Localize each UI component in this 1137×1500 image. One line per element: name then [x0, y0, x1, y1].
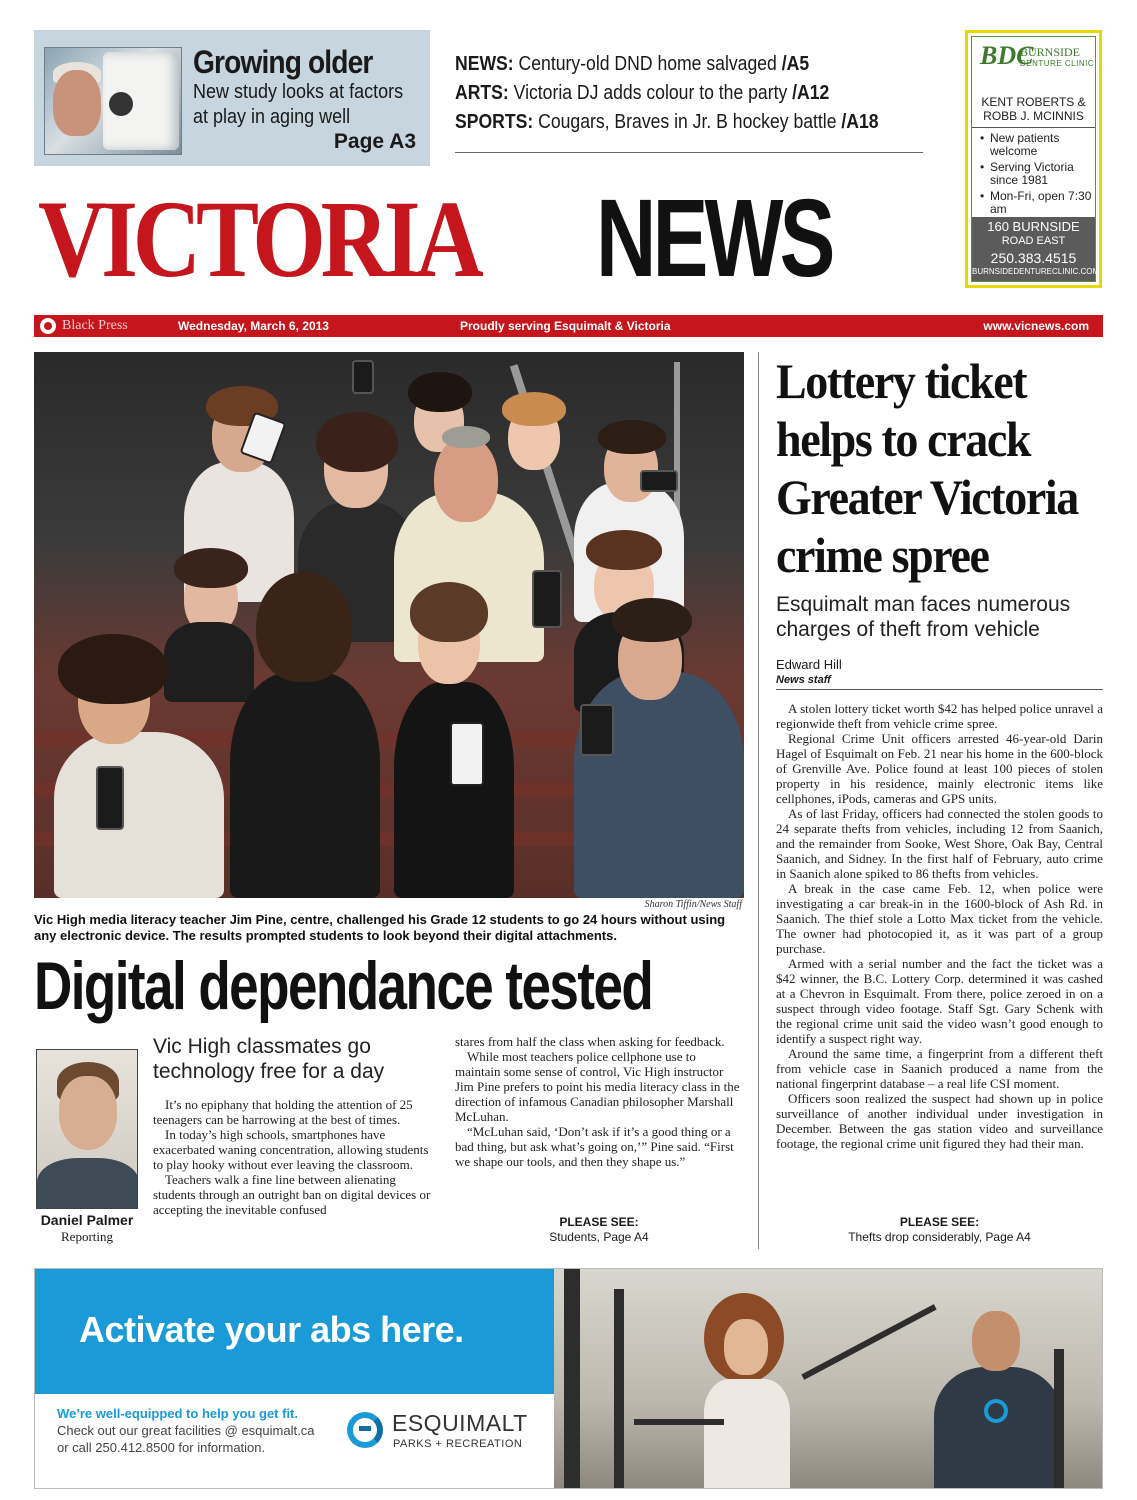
bdc-doctors: KENT ROBERTS & ROBB J. MCINNIS: [972, 95, 1095, 128]
paragraph: stares from half the class when asking for feedback.: [455, 1034, 725, 1049]
students-photo: [34, 352, 744, 898]
esquimalt-brand-sub: PARKS + RECREATION: [393, 1438, 523, 1450]
reporter-role: Reporting: [61, 1229, 113, 1244]
index-item-sports[interactable]: SPORTS: Cougars, Braves in Jr. B hockey battle /A18: [455, 111, 879, 133]
paragraph: Armed with a serial number and the fact the ticket was a $42 winner, the B.C. Lottery Corp. determined it was cashed at a Chevron in Esquimalt. From there, police zeroed in on a suspect through video footage. Staff Sgt. Gary Schenk with the regional crime unit said the video wasn’t good enough to identify a suspect right way.: [776, 956, 1103, 1046]
bdc-website: BURNSIDEDENTURECLINIC.COM: [972, 267, 1100, 276]
masthead-news: NEWS: [596, 177, 832, 300]
digital-headline[interactable]: Digital dependance tested: [34, 948, 653, 1024]
bdc-features: [980, 132, 1095, 219]
column-divider: [758, 352, 759, 1249]
esquimalt-logo-icon: [347, 1412, 383, 1448]
teaser-subtitle: New study looks at factors at play in aging well: [193, 81, 404, 128]
bdc-logo: BDC: [980, 41, 1034, 70]
index-item-news[interactable]: NEWS: Century-old DND home salvaged /A5: [455, 53, 810, 75]
thefts-jump-link[interactable]: PLEASE SEE: Thefts drop considerably, Page A4: [848, 1215, 1031, 1244]
esquimalt-brand: ESQUIMALT: [392, 1410, 528, 1436]
students-jump-link[interactable]: PLEASE SEE: Students, Page A4: [549, 1215, 649, 1244]
bdc-name: BURNSIDE: [1020, 45, 1081, 59]
paragraph: As of last Friday, officers had connected the stolen goods to 24 separate thefts from vehicles, including 12 from Saanich, and the remainder from Sooke, West Shore, Oak Bay, Central Saanich, and Sidney. In the first half of February, auto crime in Saanich alone spiked to 86 thefts from vehicles.: [776, 806, 1103, 881]
esquimalt-recreation-ad[interactable]: [34, 1268, 1103, 1489]
bdc-address-block: 160 BURNSIDE ROAD EAST 250.383.4515 BURNSIDEDENTURECLINIC.COM: [972, 217, 1095, 281]
lottery-byline: Edward Hill: [776, 657, 842, 672]
digital-column-1: [153, 1097, 435, 1217]
serving-tagline: Proudly serving Esquimalt & Victoria: [460, 319, 671, 333]
black-press-icon: [40, 318, 56, 334]
digital-column-2: [455, 1034, 743, 1169]
index-item-arts[interactable]: ARTS: Victoria DJ adds colour to the party /A12: [455, 82, 830, 104]
paragraph: Regional Crime Unit officers arrested 46-year-old Darin Hagel of Esquimalt on Feb. 21 near his home in the 600-block of Grenville Ave. Police found at least 100 pieces of stolen property in his residence, mainly electronic items like cellphones, iPods, cameras and GPS units.: [776, 731, 1103, 806]
ad-slogan: Activate your abs here.: [79, 1309, 464, 1350]
paragraph: Officers soon realized the suspect had shown up in police surveillance of another individual under investigation in December. Between the gas station video and surveillance footage, the regional crime unit figured they had their man.: [776, 1091, 1103, 1151]
bdc-subtitle: DENTURE CLINIC: [1020, 59, 1095, 68]
website-link[interactable]: www.vicnews.com: [983, 319, 1089, 333]
ad-line: We’re well-equipped to help you get fit.: [57, 1406, 298, 1421]
paragraph: Teachers walk a fine line between alienating students through an outright ban on digital devices or accepting the inevitable confused: [153, 1172, 431, 1217]
lottery-byline-role: News staff: [776, 674, 831, 686]
index-divider: [455, 152, 923, 153]
photo-credit: Sharon Tiffin/News Staff: [644, 899, 742, 910]
paragraph: “McLuhan said, ‘Don’t ask if it’s a good thing or a bad thing, but ask what’s going on,’” Pine said. “First we shape our tools, and then they shape us.”: [455, 1124, 734, 1169]
teaser-photo: [44, 47, 182, 155]
dateline-bar: [34, 315, 1103, 337]
reporter-photo: [36, 1049, 138, 1209]
section-index: [455, 53, 923, 140]
paragraph: In today’s high schools, smartphones have exacerbated waning concentration, allowing students to play hooky without ever leaving the classroom.: [153, 1127, 429, 1172]
publisher-name: Black Press: [62, 318, 128, 333]
gym-photo: [554, 1269, 1103, 1489]
photo-caption: Vic High media literacy teacher Jim Pine, centre, challenged his Grade 12 students to go 24 hours without using any electronic device. The results prompted students to look beyond their digital attachments.: [34, 912, 726, 943]
paragraph: A stolen lottery ticket worth $42 has helped police unravel a regionwide theft from vehicle crime spree.: [776, 701, 1103, 731]
teaser-box[interactable]: [34, 30, 430, 166]
paragraph: A break in the case came Feb. 12, when police were investigating a car break-in in the 1600-block of Ash Rd. in Saanich. The thief stole a Lotto Max ticket from the vehicle. The owner had photocopied it, as it was part of a group purchase.: [776, 881, 1103, 956]
lottery-deck: Esquimalt man faces numerous charges of theft from vehicle: [776, 593, 1071, 641]
ad-line: or call 250.412.8500 for information.: [57, 1440, 266, 1455]
ad-line: Check out our great facilities @ esquimalt.ca: [57, 1423, 315, 1438]
paragraph: Around the same time, a fingerprint from a different theft from vehicle case in Saanich produced a name from the national fingerprint database – a real life CSI moment.: [776, 1046, 1103, 1091]
bdc-feature: • Serving Victoria since 1981: [980, 161, 1095, 187]
lottery-body: [776, 701, 1103, 1151]
reporter-name: Daniel Palmer: [40, 1212, 134, 1228]
digital-deck: Vic High classmates go technology free for a day: [153, 1035, 385, 1083]
bdc-phone: 250.383.4515: [990, 250, 1077, 266]
teaser-title: Growing older: [193, 44, 373, 80]
paragraph: While most teachers police cellphone use to maintain some sense of control, Vic High instructor Jim Pine prefers to point his media literacy class in the direction of infamous Canadian philosopher Marshall McLuhan.: [455, 1049, 740, 1124]
lottery-headline[interactable]: Lottery ticket helps to crack Greater Victoria crime spree: [776, 353, 1078, 583]
issue-date: Wednesday, March 6, 2013: [178, 319, 329, 333]
bdc-feature: • New patients welcome: [980, 132, 1095, 158]
ad-info-panel: [35, 1394, 554, 1489]
ad-slogan-panel: [35, 1269, 554, 1394]
teaser-page-ref: Page A3: [333, 130, 416, 153]
masthead-victoria: VICTORIA: [38, 178, 479, 300]
bdc-feature: • Mon-Fri, open 7:30 am: [980, 190, 1095, 216]
byline-divider: [776, 689, 1103, 690]
paragraph: It’s no epiphany that holding the attention of 25 teenagers can be harrowing at the best of times.: [153, 1097, 413, 1127]
burnside-denture-ad[interactable]: [965, 30, 1102, 288]
